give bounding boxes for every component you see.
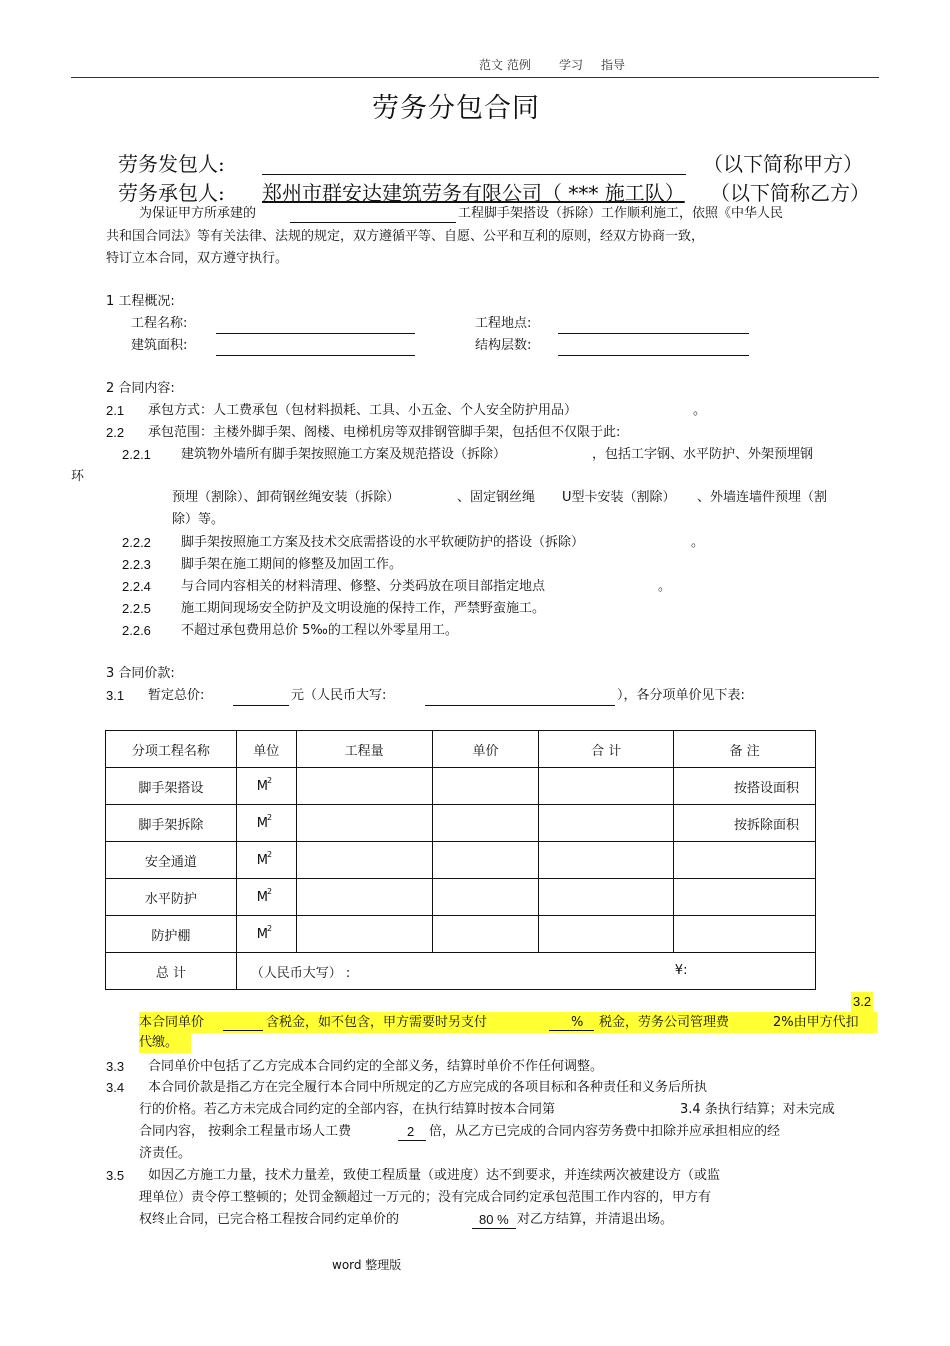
table-row [106,916,816,953]
project-site-blank [558,333,749,334]
clause-3-4-line-1: 本合同价款是指乙方在完全履行本合同中所规定的乙方应完成的各项目标和各种责任和义务后所执 [148,1080,708,1095]
table-header-cell: 分项工程名称 [106,731,237,768]
quantity-cell [296,768,432,805]
party-b-company: 郑州市群安达建筑劳务有限公司（ *** 施工队） [262,181,685,205]
clause-2-2-5-number: 2.2.5 [122,601,151,616]
clause-3-5-line-3c: 对乙方结算，并清退出场。 [517,1212,674,1227]
party-b-label: 劳务承包人: [118,181,225,205]
unit-price-blank [223,1030,263,1031]
subtotal-cell [539,768,674,805]
project-name-label: 工程名称: [131,316,188,331]
clause-2-2-2-end: 。 [691,535,705,550]
quantity-cell [296,916,432,953]
clause-3-2-text-e: 2%由甲方代扣 [773,1015,859,1030]
clause-2-2-3-number: 2.2.3 [122,557,151,572]
clause-2-2-1-text-a: 建筑物外墙所有脚手架按照施工方案及规范搭设（拆除） [181,447,507,462]
total-price-blank [233,705,289,706]
clause-2-1-number: 2.1 [106,403,125,418]
header-text-3: 指导 [601,58,626,72]
quantity-cell [296,805,432,842]
note-cell [674,879,816,916]
note-cell: 按拆除面积 [674,805,816,842]
intro-line-2: 共和国合同法》等有关法律、法规的规定，双方遵循平等、自愿、公平和互利的原则，经双方协商一致， [106,229,705,244]
item-name-cell: 安全通道 [106,842,237,879]
clause-3-4-line-4: 济责任。 [139,1146,192,1161]
clause-2-2-text: 承包范围：主楼外脚手架、阁楼、电梯机房等双排钢管脚手架，包括但不仅限于此: [148,425,621,440]
clause-2-2-1-text-c: 预埋（割除）、卸荷钢丝绳安装（拆除） [172,490,400,505]
unit-cell [236,842,296,879]
subtotal-cell [539,805,674,842]
document-title: 劳务分包合同 [372,93,540,124]
intro-line-1b: 工程脚手架搭设（拆除）工作顺利施工，依照《中华人民 [458,206,784,221]
project-name-blank [216,333,415,334]
tax-percent-blank [549,1030,594,1031]
item-name-cell: 防护棚 [106,916,237,953]
clause-3-2-percent: % [571,1015,584,1030]
clause-3-4-line-3a: 合同内容， 按剩余工程量市场人工费 [139,1124,352,1139]
section-3-heading: 3 合同价款: [106,666,175,681]
clause-3-5-line-2: 理单位）责令停工整顿的；处罚金额超过一万元的；没有完成合同约定承包范围工作内容的，甲方有 [139,1190,712,1205]
unit-superscript: 2 [267,923,273,933]
table-row [106,879,816,916]
total-value-cell [236,953,815,990]
subtotal-cell [539,916,674,953]
unit-superscript: 2 [267,812,273,822]
clause-2-2-6-text: 不超过承包费用总价 5‰的工程以外零星用工。 [181,623,458,638]
unit-cell [236,916,296,953]
total-yen-label: ¥: [674,963,688,978]
building-area-label: 建筑面积: [131,338,188,353]
clause-3-1-number: 3.1 [106,688,125,703]
table-row [106,805,816,842]
table-row [106,842,816,879]
party-a-blank [262,174,686,175]
clause-3-4-line-2a: 行的价格。若乙方未完成合同约定的全部内容，在执行结算时按本合同第 [139,1102,556,1117]
item-name-cell: 水平防护 [106,879,237,916]
unit-cell [236,879,296,916]
party-b-suffix: （以下简称乙方） [710,181,870,205]
unit-price-cell [432,842,539,879]
table-header-cell: 备 注 [674,731,816,768]
clause-3-2-text-d: 税金，劳务公司管理费 [599,1015,730,1030]
intro-line-1a: 为保证甲方所承建的 [139,206,257,221]
note-cell: 按搭设面积 [674,768,816,805]
clause-3-5-line-3a: 权终止合同，已完合格工程按合同约定单价的 [139,1212,400,1227]
clause-2-2-3-text: 脚手架在施工期间的修整及加固工作。 [181,557,403,572]
unit-price-cell [432,768,539,805]
header-text-1: 范文 范例 [479,58,531,72]
unit-text: M [256,778,269,794]
header-text-2: 学习 [559,58,584,72]
quantity-cell [296,879,432,916]
clause-2-2-4-number: 2.2.4 [122,579,151,594]
unit-superscript: 2 [267,775,273,785]
clause-3-1-tail: ），各分项单价见下表: [617,688,745,703]
subtotal-cell [539,842,674,879]
clause-2-2-1-text-d: 、固定钢丝绳 [457,490,536,505]
footer-text: word 整理版 [332,1258,402,1272]
clause-3-4-line-2b: 3.4 条执行结算；对未完成 [680,1102,835,1117]
unit-text: M [256,889,269,905]
unit-superscript: 2 [267,849,273,859]
clause-3-2-text-a: 本合同单价 [139,1015,205,1030]
clause-2-2-6-number: 2.2.6 [122,623,151,638]
table-header-cell: 单价 [432,731,539,768]
unit-text: M [256,926,269,942]
percent-underline [472,1228,516,1229]
clause-2-2-4-text: 与合同内容相关的材料清理、修整、分类码放在项目部指定地点 [181,579,546,594]
multiplier-underline [398,1140,426,1141]
unit-price-cell [432,879,539,916]
clause-2-2-1-number: 2.2.1 [122,447,151,462]
unit-text: M [256,815,269,831]
unit-price-cell [432,916,539,953]
clause-2-1-text: 承包方式：人工费承包（包材料损耗、工具、小五金、个人安全防护用品） [148,403,578,418]
section-1-heading: 1 工程概况: [106,294,175,309]
total-label-cell: 总 计 [106,953,237,990]
structure-floors-label: 结构层数: [475,338,532,353]
clause-2-2-1-text-g: 除）等。 [172,512,225,527]
clause-3-3-number: 3.3 [106,1059,125,1074]
table-header-cell: 合 计 [539,731,674,768]
unit-cell [236,768,296,805]
clause-2-2-1-text-e: U型卡安装（割除） [562,490,676,505]
total-rmb-label: （人民币大写） : [250,965,351,981]
note-cell [674,842,816,879]
clause-3-5-percent: 80 % [479,1212,509,1227]
clause-2-2-1-text-b: ，包括工字钢、水平防护、外架预埋钢 [592,447,814,462]
project-site-label: 工程地点: [475,316,532,331]
clause-2-2-number: 2.2 [106,425,125,440]
clause-2-2-2-number: 2.2.2 [122,535,151,550]
clause-3-5-line-1: 如因乙方施工力量，技术力量差，致使工程质量（或进度）达不到要求，并连续两次被建设方（或监 [148,1168,721,1183]
clause-2-2-1-text-f: 、外墙连墙件预埋（割 [697,490,828,505]
note-cell [674,916,816,953]
table-row [106,768,816,805]
clause-3-4-multiplier: 2 [407,1124,415,1139]
clause-3-3-text: 合同单价中包括了乙方完成本合同约定的全部义务，结算时单价不作任何调整。 [148,1059,604,1074]
table-total-row [106,953,816,990]
table-header-cell: 工程量 [296,731,432,768]
quantity-cell [296,842,432,879]
unit-text: M [256,852,269,868]
party-a-suffix: （以下简称甲方） [703,152,863,176]
clause-2-2-1-wrap: 环 [71,469,85,484]
clause-3-2-number: 3.2 [851,992,873,1012]
header-rule [71,77,879,78]
subtotal-cell [539,879,674,916]
unit-price-cell [432,805,539,842]
clause-3-4-number: 3.4 [106,1080,125,1095]
intro-project-blank [290,222,456,223]
clause-3-2-text-b: 含税金，如不包含，甲方需要时另支付 [266,1015,488,1030]
item-name-cell: 脚手架拆除 [106,805,237,842]
rmb-uppercase-blank [425,705,615,706]
section-2-heading: 2 合同内容: [106,381,175,396]
clause-3-2-text-f: 代缴。 [139,1035,179,1050]
clause-2-2-5-text: 施工期间现场安全防护及文明设施的保持工作，严禁野蛮施工。 [181,601,546,616]
clause-2-2-2-text: 脚手架按照施工方案及技术交底需搭设的水平软硬防护的搭设（拆除） [181,535,585,550]
clause-3-4-line-3c: 倍，从乙方已完成的合同内容劳务费中扣除并应承担相应的经 [429,1124,781,1139]
clause-3-1-rmb: 元（人民币大写: [291,688,387,703]
unit-superscript: 2 [267,886,273,896]
party-a-label: 劳务发包人: [118,152,225,176]
clause-3-1-label: 暂定总价: [148,688,205,703]
clause-2-2-4-end: 。 [658,579,672,594]
table-header-row [106,731,816,768]
unit-cell [236,805,296,842]
building-area-blank [216,355,415,356]
intro-line-3: 特订立本合同，双方遵守执行。 [106,251,289,266]
table-header-cell: 单位 [236,731,296,768]
clause-2-1-end: 。 [693,403,707,418]
price-table [105,730,816,990]
structure-floors-blank [558,355,749,356]
item-name-cell: 脚手架搭设 [106,768,237,805]
clause-3-5-number: 3.5 [106,1168,125,1183]
